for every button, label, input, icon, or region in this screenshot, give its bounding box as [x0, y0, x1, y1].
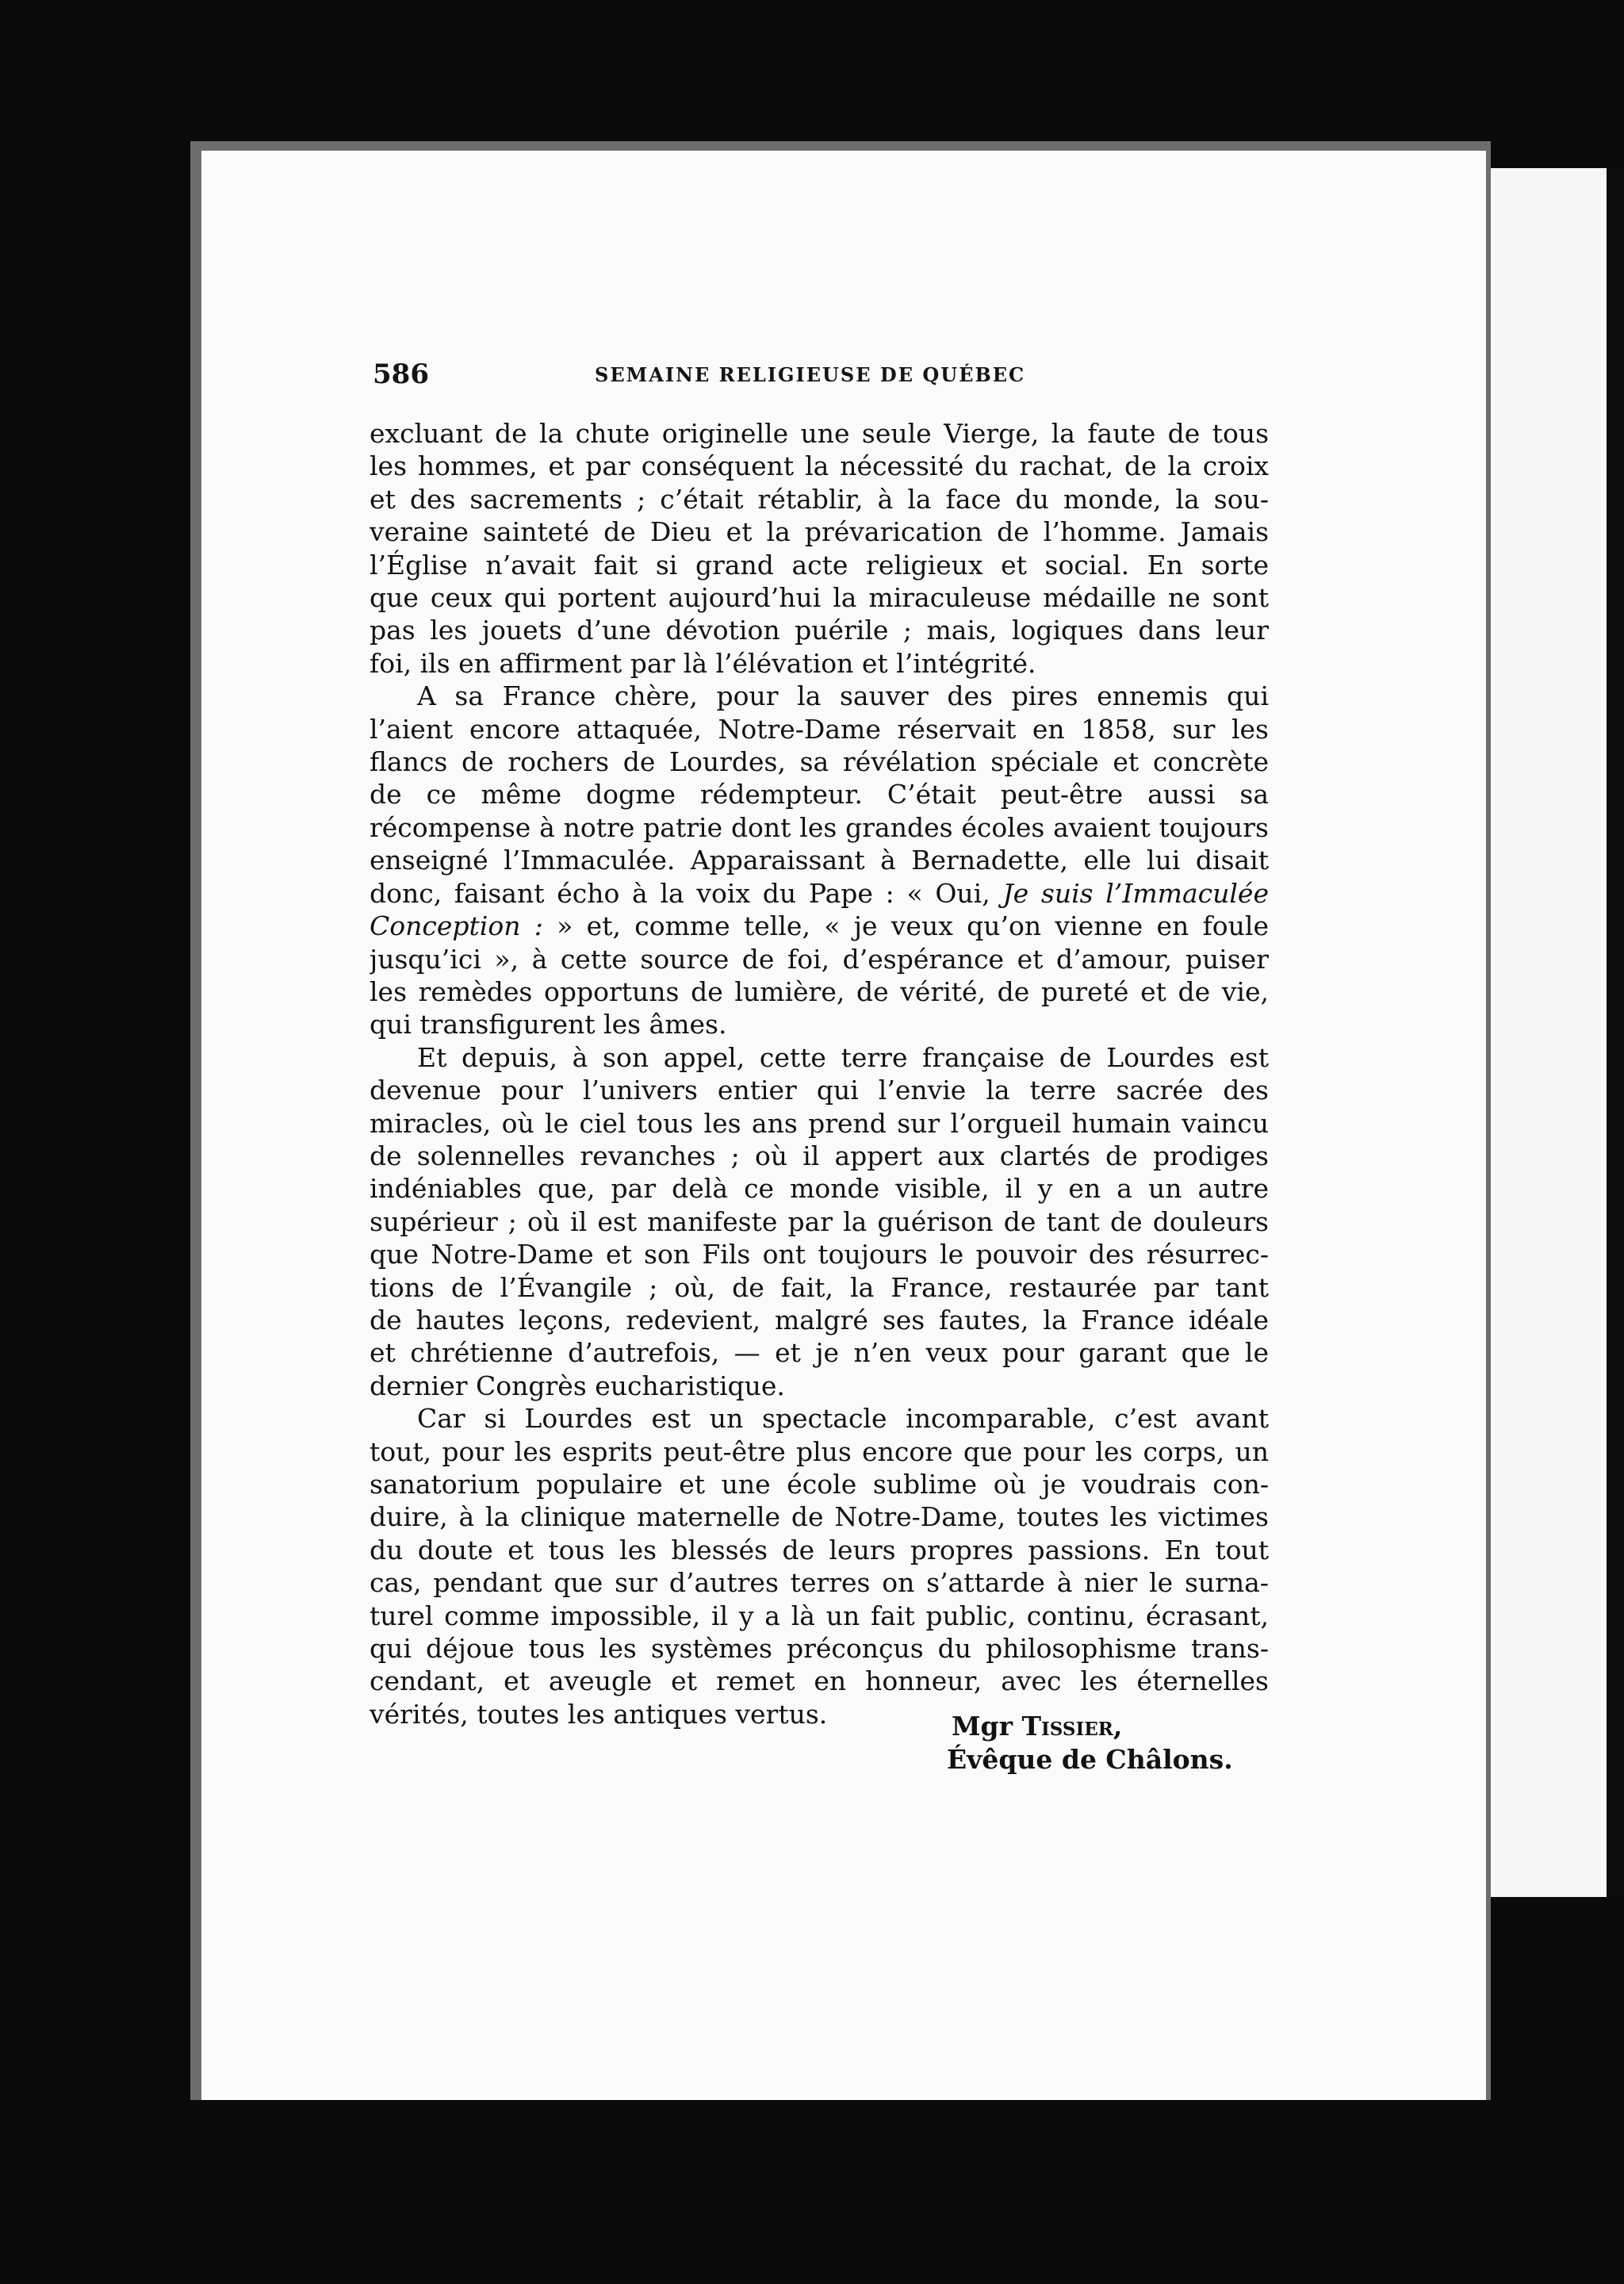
text-line: l’Église n’avait fait si grand acte religieux et social. En sorte — [370, 549, 1269, 581]
text-line: qui déjoue tous les systèmes préconçus du philosophisme trans- — [370, 1633, 1269, 1665]
text-line: et des sacrements ; c’était rétablir, à la face du monde, la sou- — [370, 483, 1269, 515]
signature-title: Évêque de Châlons. — [947, 1744, 1233, 1775]
text-line: de ce même dogme rédempteur. C’était peut-être aussi sa — [370, 779, 1269, 811]
page-header — [373, 358, 1277, 398]
text-line: les hommes, et par conséquent la nécessité du rachat, de la croix — [370, 450, 1269, 482]
text-line: qui transfigurent les âmes. — [370, 1009, 727, 1040]
text-line: de solennelles revanches ; où il appert aux clartés de prodiges — [370, 1140, 1269, 1171]
article-body — [370, 417, 1269, 1730]
text-line: que Notre-Dame et son Fils ont toujours le pouvoir des résurrec- — [370, 1239, 1269, 1270]
text-line: devenue pour l’univers entier qui l’envie la terre sacrée des — [370, 1075, 1269, 1106]
text-line: vérités, toutes les antiques vertus. — [370, 1698, 828, 1730]
signature-name — [888, 1710, 1300, 1743]
text-line: dernier Congrès eucharistique. — [370, 1370, 785, 1401]
text-line: pas les jouets d’une dévotion puérile ; mais, logiques dans leur — [370, 615, 1269, 646]
text-line: sanatorium populaire et une école sublime où je voudrais con- — [370, 1469, 1269, 1500]
signature-prefix: Mgr — [952, 1711, 1022, 1742]
text-line: et chrétienne d’autrefois, — et je n’en veux pour garant que le — [370, 1337, 1269, 1369]
text-line: A sa France chère, pour la sauver des pires ennemis qui — [417, 680, 1269, 712]
text-line: cendant, et aveugle et remet en honneur, avec les éternelles — [370, 1665, 1269, 1697]
text-line: que ceux qui portent aujourd’hui la miraculeuse médaille ne sont — [370, 582, 1269, 614]
text-line: les remèdes opportuns de lumière, de vérité, de pureté et de vie, — [370, 975, 1269, 1007]
text-line: foi, ils en affirment par là l’élévation et l’intégrité. — [370, 647, 1036, 679]
text-line: Et depuis, à son appel, cette terre française de Lourdes est — [417, 1041, 1269, 1073]
text-line: flancs de rochers de Lourdes, sa révélation spéciale et concrète — [370, 746, 1269, 778]
text-line: récompense à notre patrie dont les grandes écoles avaient toujours — [370, 811, 1269, 843]
page-number: 586 — [373, 358, 429, 390]
text-line: cas, pendant que sur d’autres terres on s’attarde à nier le surna- — [370, 1567, 1269, 1599]
text-line: de hautes leçons, redevient, malgré ses fautes, la France idéale — [370, 1304, 1269, 1336]
italic-quote: Je suis l’Immaculée — [1002, 877, 1269, 909]
signature-surname: Tissier, — [1021, 1711, 1123, 1742]
text-line: jusqu’ici », à cette source de foi, d’espérance et d’amour, puiser — [370, 943, 1269, 975]
text-line: supérieur ; où il est manifeste par la guérison de tant de douleurs — [370, 1205, 1269, 1237]
text-line: enseigné l’Immaculée. Apparaissant à Bernadette, elle lui disait — [370, 845, 1269, 876]
adjacent-page-edge — [1607, 168, 1624, 1897]
text-line: indéniables que, par delà ce monde visible, il y en a un autre — [370, 1173, 1269, 1205]
text-line: excluant de la chute originelle une seule Vierge, la faute de tous — [370, 418, 1269, 449]
text-line: miracles, où le ciel tous les ans prend sur l’orgueil humain vaincu — [370, 1107, 1269, 1139]
text-line: veraine sainteté de Dieu et la prévarication de l’homme. Jamais — [370, 516, 1269, 548]
text-line: donc, faisant écho à la voix du Pape : « Oui, Je suis l’Immaculée — [370, 877, 1269, 909]
adjacent-page — [1491, 168, 1624, 1897]
running-head: SEMAINE RELIGIEUSE DE QUÉBEC — [595, 363, 1026, 386]
text-line: turel comme impossible, il y a là un fait public, continu, écrasant, — [370, 1600, 1269, 1631]
text-line: tions de l’Évangile ; où, de fait, la France, restaurée par tant — [370, 1271, 1269, 1303]
text-line: l’aient encore attaquée, Notre-Dame réservait en 1858, sur les — [370, 713, 1269, 745]
text-line: tout, pour les esprits peut-être plus encore que pour les corps, un — [370, 1435, 1269, 1467]
signature-block — [888, 1710, 1300, 1776]
italic-quote: Conception : — [370, 910, 543, 942]
text-line: duire, à la clinique maternelle de Notre-Dame, toutes les victimes — [370, 1501, 1269, 1533]
text-line: Conception : » et, comme telle, « je veux qu’on vienne en foule — [370, 910, 1269, 942]
text-line: du doute et tous les blessés de leurs propres passions. En tout — [370, 1534, 1269, 1565]
text-line: Car si Lourdes est un spectacle incomparable, c’est avant — [417, 1403, 1269, 1435]
